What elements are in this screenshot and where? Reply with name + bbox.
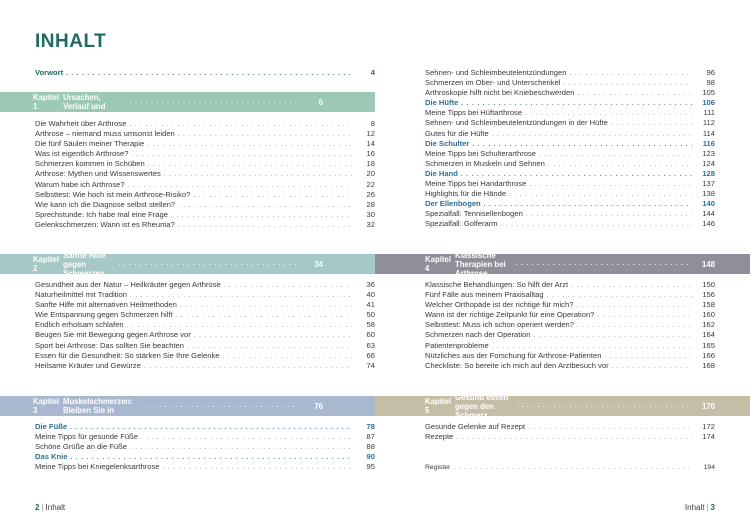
toc-entry[interactable] [35, 290, 375, 300]
chapter-5-band[interactable] [375, 392, 750, 420]
toc-entry-title: Meine Tipps bei Hüftarthrose [425, 108, 523, 118]
toc-entry-vorwort[interactable] [35, 68, 375, 78]
toc-entry-page: 172 [702, 422, 715, 431]
toc-entry[interactable] [35, 442, 375, 452]
toc-entry-page: 166 [702, 350, 715, 360]
chapter-number: Kapitel 2 [33, 255, 59, 273]
footer-separator: | [41, 503, 44, 512]
toc-entry-title: Endlich erholsam schlafen [35, 320, 124, 330]
toc-entry-page: 124 [702, 158, 715, 168]
page-title: INHALT [35, 31, 107, 52]
toc-entry-title: Der Ellenbogen [425, 199, 481, 209]
chapter-4-band[interactable] [375, 250, 750, 278]
toc-entry-title: Patientenprobleme [425, 340, 489, 350]
toc-entry-page: 164 [702, 330, 715, 340]
toc-entry[interactable] [35, 139, 375, 149]
toc-entry-title: Gesunde Gelenke auf Rezept [425, 422, 526, 431]
toc-entry[interactable] [35, 462, 375, 472]
toc-entry[interactable] [35, 320, 375, 330]
dot-leader [66, 69, 352, 79]
toc-entry[interactable] [425, 422, 715, 432]
toc-entry-title: Meine Tipps bei Kniegelenksarthrose [35, 462, 160, 472]
toc-entry-title: Meine Tipps bei Schulterarthrose [425, 148, 537, 158]
toc-entry-page: 140 [702, 199, 715, 209]
toc-entry-page: 30 [366, 209, 375, 219]
toc-entry-title: Warum habe ich Arthrose? [35, 179, 125, 189]
toc-entry-title: Wann ist der richtige Zeitpunkt für eine Operation? [425, 310, 595, 320]
toc-entry[interactable] [35, 300, 375, 310]
toc-entry-title: Das Knie [35, 452, 68, 462]
dot-leader [516, 261, 690, 267]
toc-entry[interactable] [35, 119, 375, 129]
chapter-page: 76 [314, 401, 323, 411]
toc-entry-title: Arthrose: Mythen und Wissenswertes [35, 169, 161, 179]
toc-entry-title: Selbsttest: Muss ich schon operiert werden? [425, 320, 574, 330]
toc-entry-page: 66 [366, 350, 375, 360]
dot-leader [178, 221, 352, 231]
toc-entry-title: Highlights für die Hände [425, 189, 507, 199]
toc-entry-page: 88 [366, 442, 375, 452]
dot-leader [130, 99, 298, 105]
toc-entry-title: Schmerzen in Muskeln und Sehnen [425, 158, 545, 168]
toc-entry-title: Die fünf Säulen meiner Therapie [35, 139, 145, 149]
toc-entry-title: Sanfte Hilfe mit alternativen Heilmethoden [35, 300, 177, 310]
toc-entry-page: 158 [702, 300, 715, 310]
toc-entry-title: Nützliches aus der Forschung für Arthrose-Patienten [425, 350, 602, 360]
chapter-1-band[interactable] [0, 84, 375, 120]
dot-leader [144, 362, 352, 372]
chapter-page: 148 [701, 259, 715, 269]
chapter-title: Arthrose- und Muskelschmerzen: Bleiben Sie in Bewegung [63, 388, 133, 424]
toc-entry[interactable] [35, 330, 375, 340]
footer-label: Inhalt [45, 503, 66, 512]
toc-entry[interactable] [35, 169, 375, 179]
toc-entry-page: 74 [366, 360, 375, 370]
toc-entry-page: 98 [706, 78, 715, 88]
toc-entry[interactable] [35, 220, 375, 230]
toc-entry-title: Wie kann ich die Diagnose selbst stellen? [35, 199, 176, 209]
toc-entry[interactable] [425, 290, 715, 300]
toc-entry[interactable] [425, 351, 715, 361]
toc-entry-title: Checkliste: So bereite ich mich auf den Arztbesuch vor [425, 360, 609, 370]
toc-entry-title: Gesundheit aus der Natur – Heilkräuter gegen Arthrose [35, 280, 221, 289]
toc-entry-title: Vorwort [35, 68, 64, 77]
chapter-number: Kapitel 1 [33, 93, 59, 111]
page-number: 3 [710, 503, 715, 512]
footer-separator: | [706, 503, 709, 512]
dot-leader [163, 463, 352, 473]
toc-entry-page: 144 [702, 209, 715, 219]
toc-entry[interactable] [425, 341, 715, 351]
chapter-3-list [35, 422, 375, 472]
toc-entry[interactable] [425, 149, 715, 159]
toc-entry-page: 137 [702, 179, 715, 189]
toc-entry[interactable] [425, 310, 715, 320]
toc-entry[interactable] [425, 432, 715, 442]
toc-entry-page: 60 [366, 330, 375, 340]
dot-leader [456, 433, 692, 443]
toc-entry-register[interactable] [425, 463, 715, 473]
toc-entry-page: 112 [702, 118, 715, 128]
chapter-title: Arthrose: Ursachen, Verlauf und Folgen [63, 84, 106, 120]
toc-entry-page: 90 [366, 452, 375, 462]
toc-entry-title: Arthrose – niemand muss umsonst leiden [35, 129, 175, 139]
toc-entry-title: Die Schulter [425, 138, 470, 148]
toc-entry-page: 12 [366, 129, 375, 139]
toc-entry-title: Rezepte [425, 432, 454, 442]
toc-entry[interactable] [425, 68, 715, 78]
dot-leader [119, 261, 298, 267]
toc-entry-title: Beugen Sie mit Bewegung gegen Arthrose vor [35, 330, 191, 340]
toc-entry-title: Meine Tipps für gesunde Füße [35, 432, 138, 442]
toc-entry-page: 50 [366, 310, 375, 320]
toc-entry-page: 123 [702, 148, 715, 158]
toc-entry[interactable] [425, 219, 715, 229]
toc-entry-page: 63 [366, 340, 375, 350]
toc-entry-page: 146 [702, 219, 715, 229]
toc-section-heading[interactable] [425, 169, 715, 179]
toc-entry[interactable] [35, 280, 375, 290]
toc-entry-page: 194 [703, 464, 715, 471]
toc-entry-page: 26 [366, 189, 375, 199]
toc-entry[interactable] [35, 200, 375, 210]
toc-entry-title: Die Füße [35, 422, 68, 431]
toc-entry-title: Schöne Grüße an die Füße [35, 442, 128, 452]
toc-section-heading[interactable] [425, 98, 715, 108]
toc-entry[interactable] [425, 129, 715, 139]
chapter-1-list [35, 119, 375, 230]
toc-entry-page: 96 [706, 68, 715, 77]
toc-entry-title: Gelenkschmerzen: Wann ist es Rheuma? [35, 219, 175, 229]
toc-entry-title: Meine Tipps bei Handarthrose [425, 179, 527, 189]
toc-entry-page: 95 [366, 462, 375, 472]
toc-entry-title: Wie Entspannung gegen Schmerzen hilft [35, 310, 173, 320]
toc-entry[interactable] [35, 129, 375, 139]
toc-entry-title: Selbsttest: Wie hoch ist mein Arthrose-Risiko? [35, 189, 191, 199]
toc-entry-title: Register [425, 464, 451, 471]
chapter-title: Gesund essen gegen den Schmerz [455, 392, 509, 420]
toc-entry-page: 138 [702, 189, 715, 199]
toc-entry[interactable] [425, 280, 715, 290]
toc-entry[interactable] [35, 310, 375, 320]
toc-section-heading[interactable] [35, 422, 375, 432]
toc-entry[interactable] [35, 351, 375, 361]
toc-entry-title: Fünf Fälle aus meinem Praxisalltag [425, 290, 544, 300]
toc-entry-page: 174 [702, 432, 715, 442]
toc-entry-page: 111 [703, 108, 715, 118]
dot-leader [516, 403, 690, 409]
dot-leader [501, 220, 692, 230]
toc-entry[interactable] [425, 300, 715, 310]
chapter-5-list [425, 422, 715, 442]
toc-entry-title: Was ist eigentlich Arthrose? [35, 149, 129, 159]
toc-entry[interactable] [35, 180, 375, 190]
toc-entry-title: Spezialfall: Golferarm [425, 219, 498, 229]
toc-entry-title: Arthroskopie hilft nicht bei Kniebeschwerden [425, 88, 575, 98]
toc-entry[interactable] [35, 190, 375, 200]
chapter-number: Kapitel 4 [425, 255, 451, 273]
toc-entry-title: Schmerzen nach der Operation [425, 330, 531, 340]
toc-entry[interactable] [425, 189, 715, 199]
toc-entry-page: 156 [702, 290, 715, 300]
chapter-2-band[interactable] [0, 250, 375, 278]
toc-section-heading[interactable] [425, 199, 715, 209]
toc-entry[interactable] [35, 210, 375, 220]
toc-entry-page: 41 [366, 300, 375, 310]
toc-entry[interactable] [425, 88, 715, 98]
chapter-page: 34 [314, 259, 323, 269]
toc-entry-title: Die Wahrheit über Arthrose [35, 119, 127, 128]
toc-entry-title: Spezialfall: Tennisellenbogen [425, 209, 523, 219]
toc-entry-page: 105 [702, 88, 715, 98]
toc-entry-title: Sport bei Arthrose: Das sollten Sie beachten [35, 340, 185, 350]
toc-entry[interactable] [425, 179, 715, 189]
toc-entry-title: Gutes für die Hüfte [425, 128, 489, 138]
toc-entry-title: Naturheilmittel mit Tradition [35, 290, 127, 300]
toc-section-heading[interactable] [35, 452, 375, 462]
right-top-list [425, 68, 715, 230]
toc-entry[interactable] [425, 209, 715, 219]
toc-entry-page: 4 [370, 68, 375, 77]
toc-entry-title: Schmerzen im Ober- und Unterschenkel [425, 78, 561, 88]
toc-entry[interactable] [425, 159, 715, 169]
toc-entry-page: 32 [366, 219, 375, 229]
toc-entry-page: 28 [366, 199, 375, 209]
chapter-title: Sanfte Hilfe gegen Schmerzen [63, 250, 106, 278]
chapter-page: 6 [318, 97, 323, 107]
toc-entry-title: Sehnen- und Schleimbeutelentzündungen in der Hüfte [425, 118, 608, 128]
toc-entry[interactable] [35, 149, 375, 159]
toc-entry-title: Essen für die Gesundheit: So stärken Sie Ihre Gelenke [35, 350, 220, 360]
toc-entry[interactable] [425, 320, 715, 330]
chapter-2-list [35, 280, 375, 371]
toc-entry-page: 18 [366, 159, 375, 169]
toc-entry[interactable] [425, 361, 715, 371]
toc-entry[interactable] [425, 330, 715, 340]
toc-entry[interactable] [425, 118, 715, 128]
chapter-page: 170 [701, 401, 715, 411]
chapter-title: Klassische Therapien bei Arthrose [455, 250, 506, 278]
toc-entry-title: Schmerzen kommen in Schüben [35, 159, 145, 169]
chapter-3-band[interactable] [0, 388, 375, 424]
toc-entry[interactable] [35, 432, 375, 442]
footer-right [685, 503, 715, 512]
left-column [35, 68, 375, 78]
chapter-number: Kapitel 5 [425, 397, 451, 415]
toc-entry[interactable] [425, 108, 715, 118]
toc-entry-page: 87 [366, 432, 375, 442]
toc-entry-page: 40 [366, 290, 375, 300]
toc-entry-title: Sprechstunde: Ich habe mal eine Frage [35, 209, 168, 219]
toc-entry-page: 168 [702, 360, 715, 370]
toc-entry-title: Klassische Behandlungen: So hilft der Arzt [425, 280, 569, 289]
toc-entry-page: 8 [370, 119, 375, 128]
dot-leader [149, 403, 298, 409]
chapter-4-list [425, 280, 715, 371]
toc-entry-page: 128 [702, 168, 715, 178]
toc-entry-page: 58 [366, 320, 375, 330]
chapter-number: Kapitel 3 [33, 397, 59, 415]
footer-left [35, 503, 65, 512]
toc-entry-page: 36 [366, 280, 375, 289]
toc-entry-page: 22 [366, 179, 375, 189]
toc-entry-page: 14 [366, 139, 375, 149]
toc-entry-title: Die Hüfte [425, 98, 459, 108]
toc-entry[interactable] [35, 361, 375, 371]
toc-entry-page: 20 [366, 169, 375, 179]
footer-label: Inhalt [684, 503, 705, 512]
toc-entry-page: 16 [366, 149, 375, 159]
toc-entry-page: 78 [366, 422, 375, 431]
toc-entry-page: 160 [702, 310, 715, 320]
register-block [425, 463, 715, 473]
toc-entry-page: 162 [702, 320, 715, 330]
toc-entry-page: 165 [702, 340, 715, 350]
page-number: 2 [35, 503, 40, 512]
toc-entry[interactable] [35, 341, 375, 351]
toc-entry-title: Welcher Orthopäde ist der richtige für mich? [425, 300, 574, 310]
toc-section-heading[interactable] [425, 139, 715, 149]
toc-entry-title: Sehnen- und Schleimbeutelentzündungen [425, 68, 567, 77]
dot-leader [453, 463, 692, 473]
toc-entry-page: 106 [702, 98, 715, 108]
toc-entry[interactable] [35, 159, 375, 169]
toc-entry[interactable] [425, 78, 715, 88]
toc-entry-title: Heilsame Kräuter und Gewürze [35, 360, 141, 370]
toc-entry-page: 116 [702, 138, 715, 148]
dot-leader [612, 362, 692, 372]
toc-entry-title: Die Hand [425, 168, 458, 178]
toc-entry-page: 150 [702, 280, 715, 289]
toc-entry-page: 114 [702, 128, 715, 138]
